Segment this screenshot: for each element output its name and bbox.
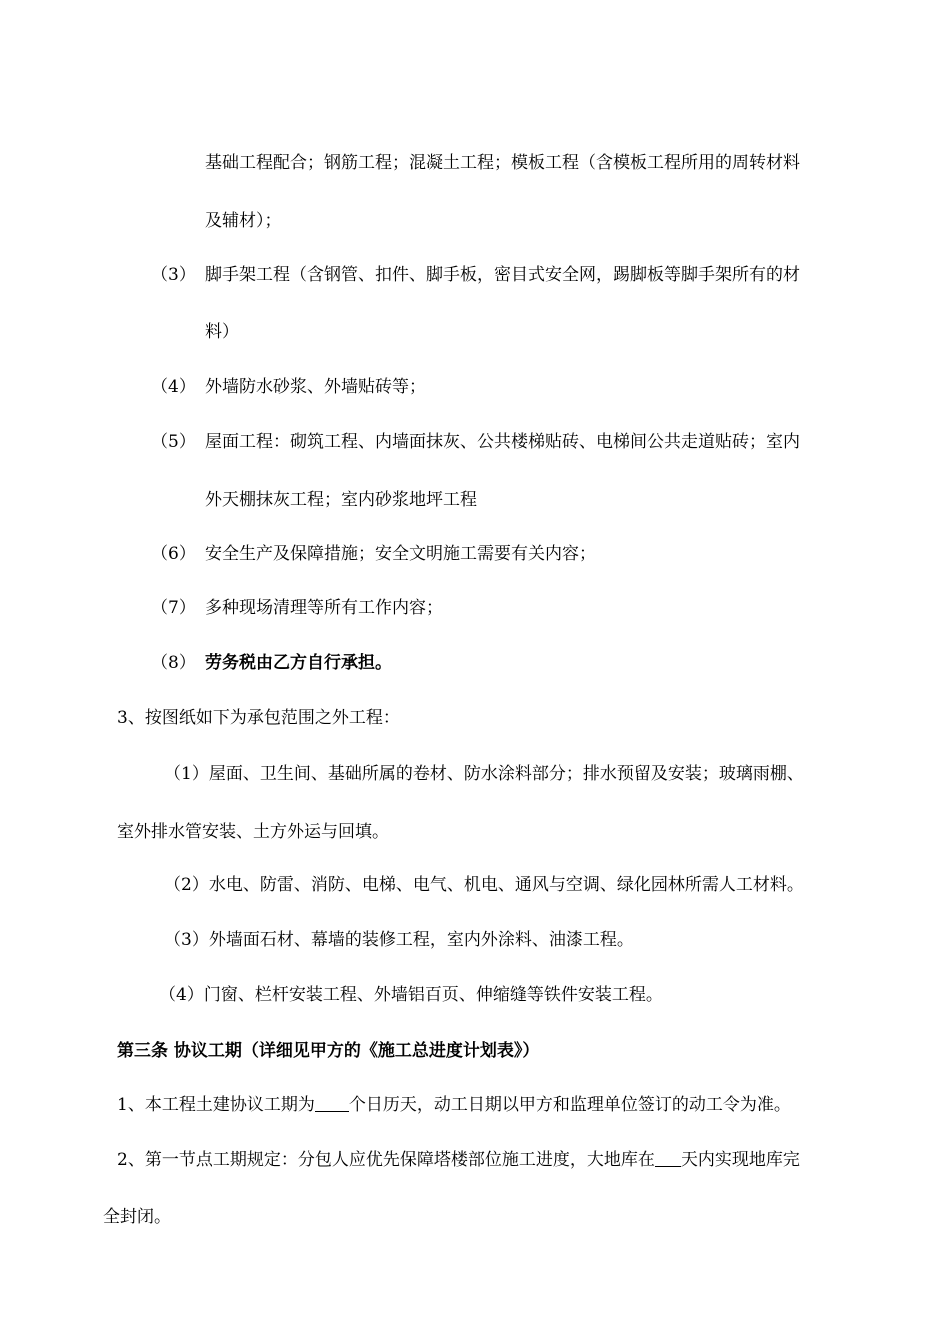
scope-item-8-line-1: 劳务税由乙方自行承担。 [205,653,392,673]
section3-heading: 3、按图纸如下为承包范围之外工程： [117,708,400,728]
scope-item-3-number: （3） [151,265,196,285]
duration-days-blank[interactable] [315,1093,349,1112]
article3-p1-after: 个日历天，动工日期以甲方和监理单位签订的动工令为准。 [348,1095,791,1115]
scope-item-6-number: （6） [151,544,196,564]
scope-item-3-line-1: 脚手架工程（含钢管、扣件、脚手板，密目式安全网，踢脚板等脚手架所有的材 [205,265,800,285]
excluded-item-1-line-1: （1）屋面、卫生间、基础所属的卷材、防水涂料部分；排水预留及安装；玻璃雨棚、 [164,764,804,784]
article3-paragraph-2 [117,1148,800,1172]
scope-item-3-line-2: 料） [205,322,239,342]
scope-item-2-line-2: 及辅材）； [205,211,282,231]
article3-paragraph-1 [117,1093,791,1117]
scope-item-8-number: （8） [151,653,196,673]
excluded-item-2: （2）水电、防雷、消防、电梯、电气、机电、通风与空调、绿化园林所需人工材料。 [164,875,804,895]
scope-item-7-number: （7） [151,598,196,618]
scope-item-5-number: （5） [151,432,196,452]
excluded-item-3: （3）外墙面石材、幕墙的装修工程，室内外涂料、油漆工程。 [164,930,634,950]
excluded-item-1-line-2: 室外排水管安装、土方外运与回填。 [117,822,389,842]
scope-item-6-line-1: 安全生产及保障措施；安全文明施工需要有关内容； [205,544,596,564]
scope-item-4-number: （4） [151,377,196,397]
scope-item-4-line-1: 外墙防水砂浆、外墙贴砖等； [205,377,426,397]
article3-paragraph-2-line-2: 全封闭。 [103,1207,171,1227]
basement-days-blank[interactable] [655,1148,681,1167]
scope-item-7-line-1: 多种现场清理等所有工作内容； [205,598,443,618]
scope-item-2-line-1: 基础工程配合；钢筋工程；混凝土工程；模板工程（含模板工程所用的周转材料 [205,153,800,173]
article3-p2-before: 2、第一节点工期规定：分包人应优先保障塔楼部位施工进度，大地库在 [117,1150,655,1170]
article3-p1-before: 1、本工程土建协议工期为 [117,1095,315,1115]
scope-item-5-line-2: 外天棚抹灰工程；室内砂浆地坪工程 [205,490,477,510]
excluded-item-4: （4）门窗、栏杆安装工程、外墙铝百页、伸缩缝等铁件安装工程。 [159,985,663,1005]
scope-item-5-line-1: 屋面工程：砌筑工程、内墙面抹灰、公共楼梯贴砖、电梯间公共走道贴砖；室内 [205,432,800,452]
article3-title: 第三条 协议工期（详细见甲方的《施工总进度计划表》） [117,1041,540,1061]
article3-p2-after: 天内实现地库完 [680,1150,800,1170]
